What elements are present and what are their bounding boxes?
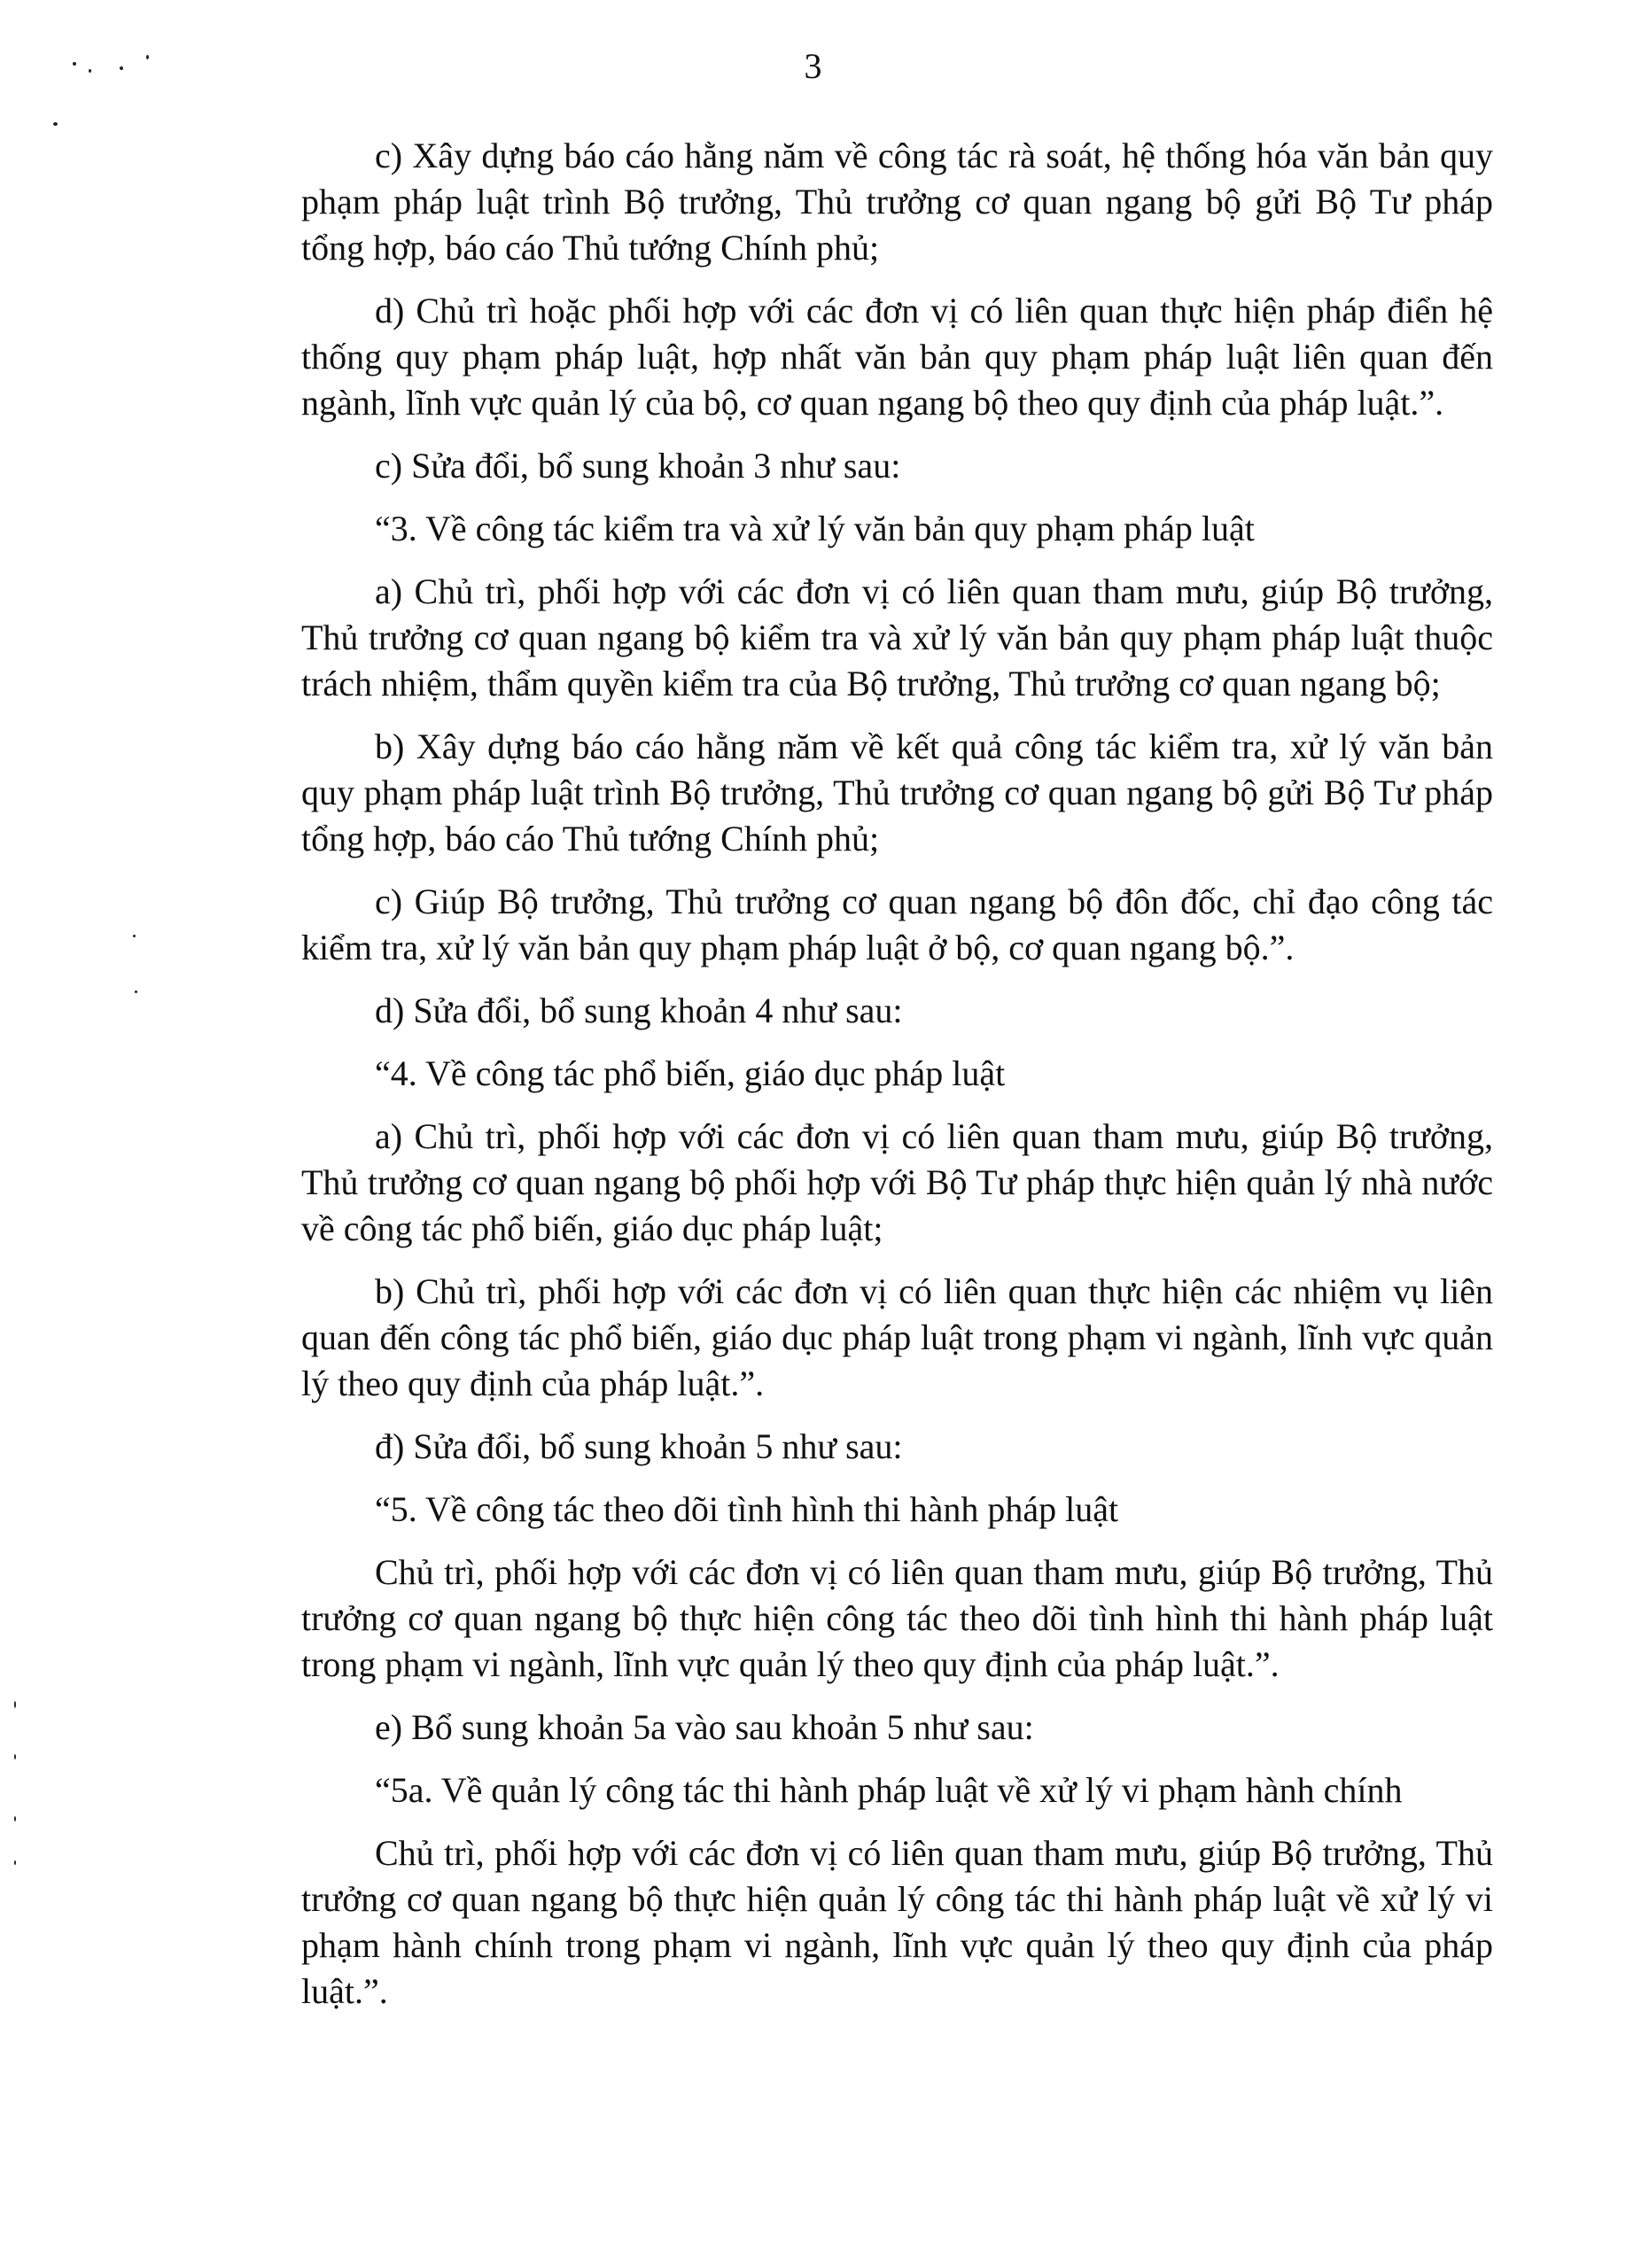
page-number: 3 <box>804 46 822 86</box>
paragraph: a) Chủ trì, phối hợp với các đơn vị có liên quan tham mưu, giúp Bộ trưởng, Thủ trưởng cơ quan ngang bộ phối hợp với Bộ Tư pháp thực hiện quản lý nhà nước về công tác phổ biến, giáo dục pháp luật; <box>301 1116 1493 1248</box>
paragraph: Chủ trì, phối hợp với các đơn vị có liên quan tham mưu, giúp Bộ trưởng, Thủ trưởng cơ quan ngang bộ thực hiện công tác theo dõi tình hình thi hành pháp luật trong phạm vi ngành, lĩnh vực quản lý theo quy định của pháp luật.”. <box>301 1552 1493 1684</box>
section-heading: “5. Về công tác theo dõi tình hình thi hành pháp luật <box>375 1489 1119 1529</box>
paragraph: đ) Sửa đổi, bổ sung khoản 5 như sau: <box>375 1426 903 1466</box>
scan-speck <box>89 69 91 73</box>
paragraph: Chủ trì, phối hợp với các đơn vị có liên quan tham mưu, giúp Bộ trưởng, Thủ trưởng cơ quan ngang bộ thực hiện quản lý công tác thi hành pháp luật về xử lý vi phạm hành chính trong phạm vi ngành, lĩnh vực quản lý theo quy định của pháp luật.”. <box>301 1833 1493 2011</box>
scan-speck <box>135 990 137 993</box>
scan-speck <box>14 1816 16 1821</box>
scan-speck <box>120 66 123 70</box>
section-heading: “5a. Về quản lý công tác thi hành pháp luật về xử lý vi phạm hành chính <box>375 1770 1403 1810</box>
paragraph: b) Chủ trì, phối hợp với các đơn vị có liên quan thực hiện các nhiệm vụ liên quan đến công tác phổ biến, giáo dục pháp luật trong phạm vi ngành, lĩnh vực quản lý theo quy định của pháp luật.”. <box>301 1271 1493 1403</box>
paragraph: d) Sửa đổi, bổ sung khoản 4 như sau: <box>375 990 903 1030</box>
section-heading: “3. Về công tác kiểm tra và xử lý văn bản quy phạm pháp luật <box>375 509 1255 548</box>
scan-speck <box>14 1860 16 1865</box>
paragraph: c) Giúp Bộ trưởng, Thủ trưởng cơ quan ngang bộ đôn đốc, chỉ đạo công tác kiểm tra, xử lý văn bản quy phạm pháp luật ở bộ, cơ quan ngang bộ.”. <box>301 882 1493 967</box>
scan-speck <box>73 62 76 66</box>
section-heading: “4. Về công tác phổ biến, giáo dục pháp luật <box>375 1053 1006 1093</box>
scan-speck <box>14 1754 16 1759</box>
scan-speck <box>146 55 149 59</box>
paragraph: c) Sửa đổi, bổ sung khoản 3 như sau: <box>375 446 901 485</box>
scan-speck <box>53 122 58 126</box>
paragraph: a) Chủ trì, phối hợp với các đơn vị có liên quan tham mưu, giúp Bộ trưởng, Thủ trưởng cơ quan ngang bộ kiểm tra và xử lý văn bản quy phạm pháp luật thuộc trách nhiệm, thẩm quyền kiểm tra của Bộ trưởng, Thủ trưởng cơ quan ngang bộ; <box>301 571 1493 703</box>
paragraph: c) Xây dựng báo cáo hằng năm về công tác rà soát, hệ thống hóa văn bản quy phạm pháp luật trình Bộ trưởng, Thủ trưởng cơ quan ngang bộ gửi Bộ Tư pháp tổng hợp, báo cáo Thủ tướng Chính phủ; <box>301 136 1493 268</box>
paragraph: e) Bổ sung khoản 5a vào sau khoản 5 như sau: <box>375 1707 1034 1747</box>
document-body <box>301 133 1493 2031</box>
scan-speck <box>133 935 136 937</box>
paragraph: d) Chủ trì hoặc phối hợp với các đơn vị có liên quan thực hiện pháp điển hệ thống quy phạm pháp luật, hợp nhất văn bản quy phạm pháp luật liên quan đến ngành, lĩnh vực quản lý của bộ, cơ quan ngang bộ theo quy định của pháp luật.”. <box>301 291 1493 423</box>
paragraph: b) Xây dựng báo cáo hằng năm về kết quả công tác kiểm tra, xử lý văn bản quy phạm pháp luật trình Bộ trưởng, Thủ trưởng cơ quan ngang bộ gửi Bộ Tư pháp tổng hợp, báo cáo Thủ tướng Chính phủ; <box>301 726 1493 858</box>
scan-speck <box>14 1701 16 1708</box>
